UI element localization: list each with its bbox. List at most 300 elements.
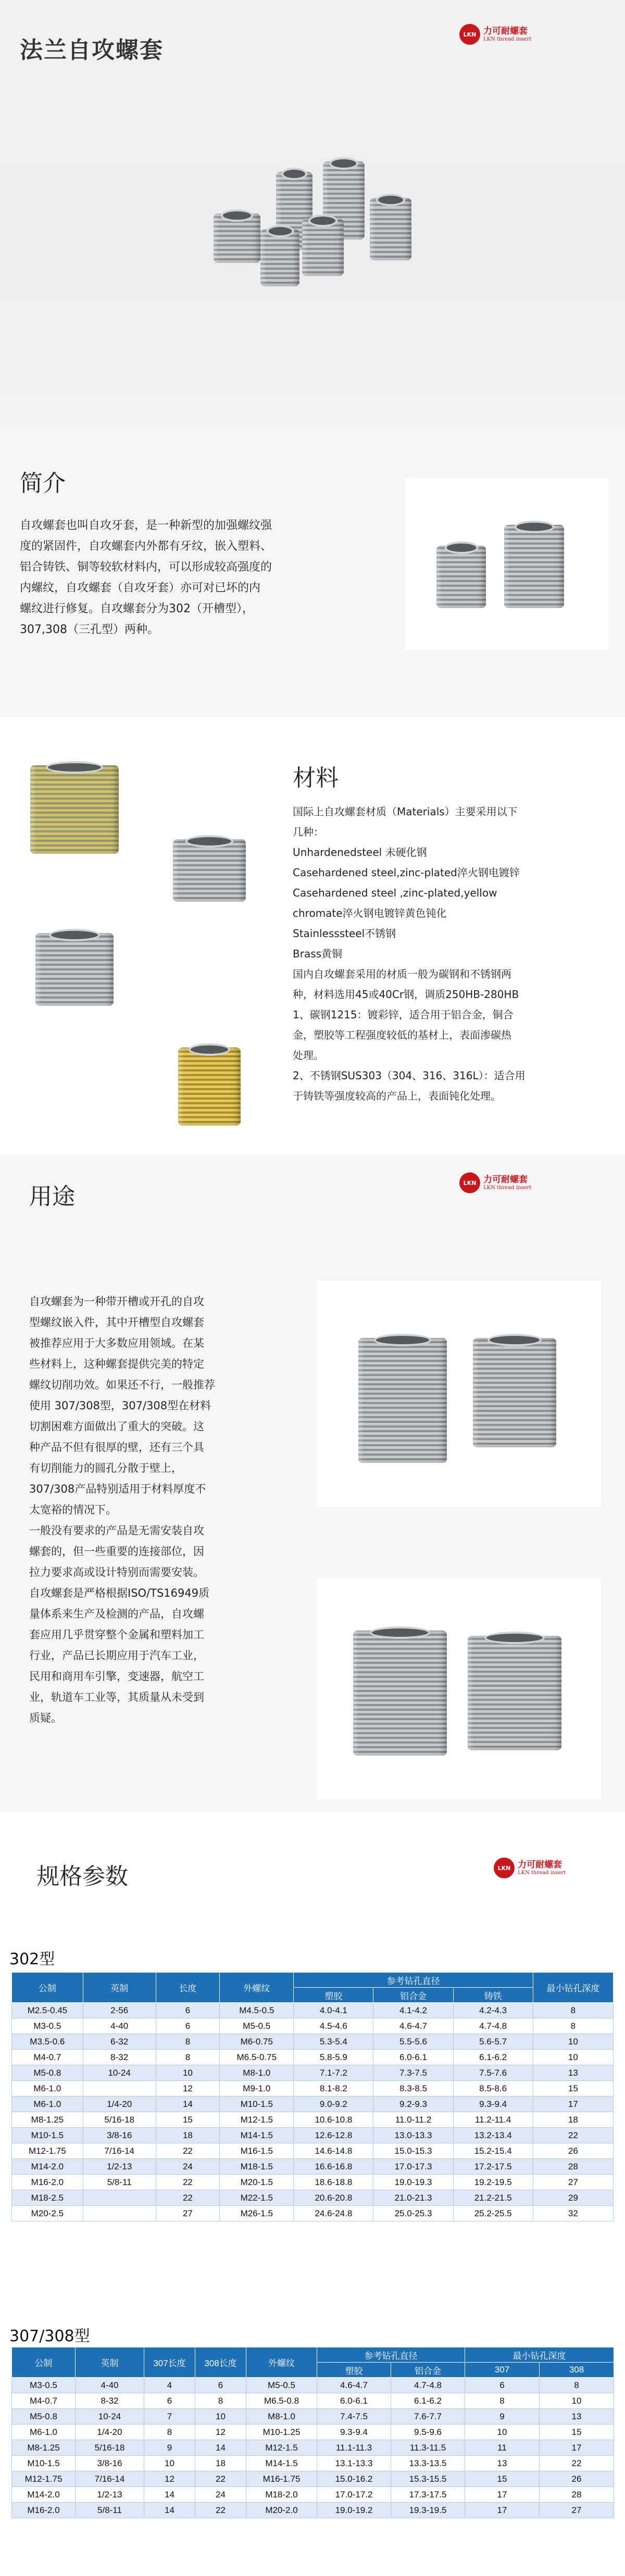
table-cell: 10: [195, 2409, 246, 2425]
table-cell: 22: [540, 2456, 614, 2471]
table-cell: 10-24: [83, 2065, 156, 2081]
table-cell: 15: [540, 2425, 614, 2440]
table-cell: 8.5-8.6: [453, 2081, 533, 2097]
table-cell: 17: [540, 2440, 614, 2456]
table-cell: M12-1.5: [220, 2112, 294, 2128]
table-cell: 1/4-20: [76, 2425, 144, 2440]
table-cell: M16-2.0: [12, 2175, 83, 2190]
table-cell: 6.1-6.2: [391, 2393, 465, 2409]
table-cell: 5.3-5.4: [294, 2034, 373, 2050]
table-cell: 17.2-17.5: [453, 2159, 533, 2175]
table-cell: M6-1.0: [12, 2081, 83, 2097]
usage-title: 用途: [29, 1183, 75, 1210]
usage-line: 民用和商用车引擎，变速器，航空工: [29, 1670, 204, 1683]
table-cell: 5.6-5.7: [453, 2034, 533, 2050]
col-aluminum: 铝合金: [373, 1988, 453, 2003]
table-cell: 17: [465, 2503, 540, 2518]
table-cell: M20-1.5: [220, 2175, 294, 2190]
page-title: 法兰自攻螺套: [20, 37, 164, 64]
table-cell: 32: [533, 2206, 613, 2221]
table-cell: 6: [144, 2393, 195, 2409]
table-cell: 15.3-15.5: [391, 2471, 465, 2487]
table-cell: M16-2.0: [12, 2503, 76, 2518]
table-cell: 8: [156, 2050, 219, 2065]
table-cell: 7.3-7.5: [373, 2065, 453, 2081]
table-cell: M18-1.5: [220, 2159, 294, 2175]
table-cell: M12-1.75: [12, 2143, 83, 2159]
material-line: 国际上自攻螺套材质（Materials）主要采用以下: [293, 805, 518, 818]
col-imperial: 英制: [83, 1973, 156, 2003]
table-cell: 4.2-4.3: [453, 2003, 533, 2018]
material-text: [293, 802, 616, 1106]
table-cell: 10: [533, 2034, 613, 2050]
table-cell: 13: [533, 2065, 613, 2081]
usage-line: 切割困难方面做出了重大的突破。这: [29, 1420, 204, 1433]
table-cell: 12: [144, 2471, 195, 2487]
col-min-depth: 最小钻孔深度: [465, 2347, 614, 2363]
table-cell: 10: [533, 2050, 613, 2065]
col-ref-drill: 参考钻孔直径: [294, 1973, 533, 1988]
table-row: [12, 2190, 614, 2206]
table-cell: 8: [156, 2034, 219, 2050]
table-row: [12, 2425, 614, 2440]
logo-en: LKN thread insert: [483, 36, 532, 42]
col-imperial: 英制: [76, 2347, 144, 2378]
table-cell: M2.5-0.45: [12, 2003, 83, 2018]
logo-en: LKN thread insert: [518, 1870, 566, 1876]
brass-insert-image: [152, 1027, 269, 1141]
table-cell: 14: [144, 2487, 195, 2503]
usage-line: 螺纹切削功效。如果还不行，一般推荐: [29, 1379, 215, 1391]
table-cell: 5/8-11: [76, 2503, 144, 2518]
table-cell: 6.1-6.2: [453, 2050, 533, 2065]
table-cell: 11.3-11.5: [391, 2440, 465, 2456]
zinc-insert-image: [15, 750, 134, 864]
intro-line: 铝合铸铁、铜等较软材料内，可以形成较高强度的: [20, 561, 272, 574]
table-cell: M20-2.0: [246, 2503, 317, 2518]
usage-line: 自攻螺套是严格根据ISO/TS16949质: [29, 1587, 210, 1599]
table-cell: M3-0.5: [12, 2378, 76, 2393]
table-row: [12, 2159, 614, 2175]
usage-line: 被推荐应用于大多数应用领域。在某: [29, 1337, 204, 1349]
usage-line: 有切削能力的圆孔分散于壁上，: [29, 1462, 182, 1474]
table-cell: M12-1.75: [12, 2471, 76, 2487]
table-row: [12, 2128, 614, 2143]
table-cell: 15: [465, 2471, 540, 2487]
usage-line: 种产品不但有很厚的壁，还有三个具: [29, 1441, 204, 1454]
table-row: [12, 2456, 614, 2471]
table-cell: 4-40: [83, 2018, 156, 2034]
table-cell: 8-32: [83, 2050, 156, 2065]
table-cell: 7/16-14: [76, 2471, 144, 2487]
table-cell: 4.5-4.6: [294, 2018, 373, 2034]
table-cell: 21.2-21.5: [453, 2190, 533, 2206]
table-cell: M10-1.5: [12, 2128, 83, 2143]
table-cell: 9: [465, 2409, 540, 2425]
intro-line: 内螺纹，自攻螺套（自攻牙套）亦可对已坏的内: [20, 582, 261, 595]
table-cell: M14-1.5: [220, 2128, 294, 2143]
table-cell: M10-1.5: [12, 2456, 76, 2471]
table-cell: 22: [156, 2190, 219, 2206]
usage-line: 307/308产品特别适用于材料厚度不: [29, 1483, 206, 1495]
logo-en: LKN thread insert: [483, 1184, 532, 1191]
logo-cn: 力可耐螺套: [518, 1860, 562, 1871]
table-cell: 7/16-14: [83, 2143, 156, 2159]
table-cell: 13.2-13.4: [453, 2128, 533, 2143]
table-cell: 19.3-19.5: [391, 2503, 465, 2518]
table-cell: 13.3-13.5: [391, 2456, 465, 2471]
table-cell: 17.0-17.3: [373, 2159, 453, 2175]
table-row: [12, 2018, 614, 2034]
table-cell: 4: [144, 2378, 195, 2393]
table-cell: 19.2-19.5: [453, 2175, 533, 2190]
table-cell: 4.6-4.7: [373, 2018, 453, 2034]
material-line: 于铸铁等强度较高的产品上，表面钝化处理。: [293, 1090, 501, 1102]
table-cell: M6-1.0: [12, 2097, 83, 2112]
spec-table-302: [11, 1972, 614, 2221]
material-line: 处理。: [293, 1049, 324, 1062]
table-cell: 10: [465, 2425, 540, 2440]
table-cell: 25.0-25.3: [373, 2206, 453, 2221]
table-row: [12, 2065, 614, 2081]
table-cell: 17: [533, 2097, 613, 2112]
col-ref-drill: 参考钻孔直径: [317, 2347, 465, 2363]
table-cell: M5-0.5: [220, 2018, 294, 2034]
table-cell: M16-1.75: [246, 2471, 317, 2487]
intro-line: 自攻螺套也叫自攻牙套，是一种新型的加强螺纹强: [20, 519, 272, 532]
table-cell: 5/16-18: [83, 2112, 156, 2128]
usage-line: 一般没有要求的产品是无需安装自攻: [29, 1524, 204, 1537]
table-cell: 1/2-13: [83, 2159, 156, 2175]
table-cell: 24: [195, 2487, 246, 2503]
intro-line: 螺纹进行修复。自攻螺套分为302（开槽型），: [20, 602, 254, 615]
table-cell: M8-1.25: [12, 2440, 76, 2456]
table-cell: 10-24: [76, 2409, 144, 2425]
table-cell: 27: [540, 2503, 614, 2518]
usage-line: 量体系来生产及检测的产品，自攻螺: [29, 1608, 204, 1620]
table-cell: M20-2.5: [12, 2206, 83, 2221]
table-cell: M14-1.5: [246, 2456, 317, 2471]
table-cell: M5-0.5: [246, 2378, 317, 2393]
usage-line: 套应用几乎贯穿整个金属和塑料加工: [29, 1628, 204, 1641]
table-cell: 4-40: [76, 2378, 144, 2393]
table-cell: M9-1.0: [220, 2081, 294, 2097]
table-cell: M10-1.25: [246, 2425, 317, 2440]
table-cell: 8: [195, 2393, 246, 2409]
table-cell: 7: [144, 2409, 195, 2425]
table-row: [12, 2471, 614, 2487]
material-title: 材料: [293, 765, 339, 791]
logo-cn: 力可耐螺套: [483, 26, 528, 37]
table-cell: M14-2.0: [12, 2487, 76, 2503]
table-cell: 28: [540, 2487, 614, 2503]
table-cell: 26: [540, 2471, 614, 2487]
table-cell: 7.1-7.2: [294, 2065, 373, 2081]
table-cell: M8-1.0: [220, 2065, 294, 2081]
table-cell: 14.6-14.8: [294, 2143, 373, 2159]
table-cell: 8: [533, 2003, 613, 2018]
intro-product-image: [405, 478, 608, 650]
table-row: [12, 2081, 614, 2097]
usage-line: 使用 307/308型，307/308型在材料: [29, 1399, 211, 1412]
table-cell: 18: [533, 2112, 613, 2128]
table-cell: 18.6-18.8: [294, 2175, 373, 2190]
logo-mark: LKN: [494, 1858, 515, 1878]
material-line: Casehardened steel ,zinc-plated,yellow: [293, 887, 497, 899]
table-cell: 17.0-17.2: [317, 2487, 391, 2503]
brand-logo: [459, 1172, 531, 1193]
table-cell: 22: [156, 2175, 219, 2190]
table-cell: 8-32: [76, 2393, 144, 2409]
table-cell: 7.6-7.7: [391, 2409, 465, 2425]
table-cell: 10: [144, 2456, 195, 2471]
usage-line: 螺套的，但一些重要的连接部位，因: [29, 1545, 204, 1558]
table-cell: 15: [533, 2081, 613, 2097]
table-cell: [83, 2081, 156, 2097]
material-line: 种，材料选用45或40Cr钢，调质250HB-280HB: [293, 988, 519, 1001]
table-cell: 22: [195, 2503, 246, 2518]
table-cell: M3.5-0.6: [12, 2034, 83, 2050]
table-cell: 21.0-21.3: [373, 2190, 453, 2206]
usage-line: 自攻螺套为一种带开槽或开孔的自攻: [29, 1295, 204, 1308]
table-cell: 4.1-4.2: [373, 2003, 453, 2018]
table-cell: M3-0.5: [12, 2018, 83, 2034]
table-cell: 1/2-13: [76, 2487, 144, 2503]
table-row: [12, 2440, 614, 2456]
table-cell: 12.6-12.8: [294, 2128, 373, 2143]
material-line: 1、碳钢1215：镀彩锌，适合用于铝合金，铜合: [293, 1008, 514, 1021]
table-cell: 22: [156, 2143, 219, 2159]
table-row: [12, 2112, 614, 2128]
table-cell: 19.0-19.3: [373, 2175, 453, 2190]
col-307-length: 307长度: [144, 2347, 195, 2378]
table-cell: M4-0.7: [12, 2393, 76, 2409]
spec-title: 规格参数: [36, 1863, 128, 1890]
table-cell: M12-1.5: [246, 2440, 317, 2456]
table-cell: M6.5-0.8: [246, 2393, 317, 2409]
table-cell: 8.1-8.2: [294, 2081, 373, 2097]
logo-mark: LKN: [459, 24, 480, 45]
table-cell: 28: [533, 2159, 613, 2175]
table-row: [12, 2034, 614, 2050]
table-cell: 9.2-9.3: [373, 2097, 453, 2112]
table-cell: M14-2.0: [12, 2159, 83, 2175]
table-cell: 29: [533, 2190, 613, 2206]
table-cell: 11.0-11.2: [373, 2112, 453, 2128]
table-row: [12, 2206, 614, 2221]
material-line: 2、不锈钢SUS303（304、316、316L）：适合用: [293, 1069, 526, 1082]
col-plastic: 塑胶: [317, 2363, 391, 2378]
stainless-insert-image: [15, 912, 134, 1021]
table-cell: 5/16-18: [76, 2440, 144, 2456]
table-307-label: 307/308型: [9, 2327, 90, 2345]
table-cell: 14: [156, 2097, 219, 2112]
table-cell: 9.5-9.6: [391, 2425, 465, 2440]
intro-line: 307,308（三孔型）两种。: [20, 623, 159, 636]
hero-banner: [0, 0, 625, 426]
table-cell: M16-1.5: [220, 2143, 294, 2159]
hero-product-image: [198, 151, 448, 302]
col-metric: 公制: [12, 2347, 76, 2378]
intro-title: 简介: [20, 470, 66, 497]
steel-insert-image: [152, 813, 269, 923]
table-row: [12, 2050, 614, 2065]
table-cell: 14: [144, 2503, 195, 2518]
table-cell: 7.5-7.6: [453, 2065, 533, 2081]
spec-table-307-308: [11, 2347, 614, 2518]
table-row: [12, 2003, 614, 2018]
table-cell: 8: [533, 2018, 613, 2034]
table-cell: 10: [156, 2065, 219, 2081]
usage-product-image-1: [317, 1281, 601, 1507]
col-plastic: 塑胶: [294, 1988, 373, 2003]
table-cell: 6-32: [83, 2034, 156, 2050]
table-cell: 22: [533, 2128, 613, 2143]
table-cell: M6.5-0.75: [220, 2050, 294, 2065]
table-cell: 22: [195, 2471, 246, 2487]
table-cell: 11: [465, 2440, 540, 2456]
table-cell: 27: [533, 2175, 613, 2190]
table-cell: 1/4-20: [83, 2097, 156, 2112]
table-cell: 16.6-16.8: [294, 2159, 373, 2175]
table-cell: M6-0.75: [220, 2034, 294, 2050]
table-cell: M4-0.7: [12, 2050, 83, 2065]
table-cell: 24: [156, 2159, 219, 2175]
table-cell: [83, 2190, 156, 2206]
table-cell: M18-2.0: [246, 2487, 317, 2503]
table-cell: 5.8-5.9: [294, 2050, 373, 2065]
table-row: [12, 2378, 614, 2393]
usage-line: 业，轨道车工业等，其质量从未受到: [29, 1691, 204, 1703]
table-row: [12, 2503, 614, 2518]
table-cell: 4.6-4.7: [317, 2378, 391, 2393]
table-cell: 11.2-11.4: [453, 2112, 533, 2128]
col-length: 长度: [156, 1973, 219, 2003]
brand-logo: [494, 1858, 566, 1878]
table-cell: 26: [533, 2143, 613, 2159]
table-cell: M8-1.25: [12, 2112, 83, 2128]
table-cell: 15.0-15.3: [373, 2143, 453, 2159]
table-cell: M5-0.8: [12, 2065, 83, 2081]
table-cell: [83, 2206, 156, 2221]
table-cell: 13.1-13.3: [317, 2456, 391, 2471]
table-cell: 12: [156, 2081, 219, 2097]
usage-line: 些材料上，这种螺套提供完美的特定: [29, 1358, 204, 1370]
col-min-depth: 最小钻孔深度: [533, 1973, 613, 2003]
col-aluminum: 铝合金: [391, 2363, 465, 2378]
table-row: [12, 2487, 614, 2503]
table-row: [12, 2409, 614, 2425]
table-row: [12, 2175, 614, 2190]
table-cell: M10-1.5: [220, 2097, 294, 2112]
col-metric: 公制: [12, 1973, 83, 2003]
col-depth-308: 308: [540, 2363, 614, 2378]
table-cell: 6.0-6.1: [317, 2393, 391, 2409]
table-cell: M6-1.0: [12, 2425, 76, 2440]
table-cell: 5/8-11: [83, 2175, 156, 2190]
table-cell: 10.6-10.8: [294, 2112, 373, 2128]
logo-cn: 力可耐螺套: [483, 1175, 528, 1185]
table-cell: 18: [195, 2456, 246, 2471]
col-cast-iron: 铸铁: [453, 1988, 533, 2003]
table-cell: 15: [156, 2112, 219, 2128]
usage-product-image-2: [317, 1579, 601, 1799]
table-cell: 10: [540, 2393, 614, 2409]
table-cell: M5-0.8: [12, 2409, 76, 2425]
table-cell: 8: [540, 2378, 614, 2393]
table-cell: M8-1.0: [246, 2409, 317, 2425]
table-cell: 17: [465, 2487, 540, 2503]
table-cell: 15.0-16.2: [317, 2471, 391, 2487]
table-cell: 4.0-4.1: [294, 2003, 373, 2018]
table-cell: 12: [195, 2425, 246, 2440]
material-line: Stainlesssteel不锈钢: [293, 927, 396, 940]
logo-mark: LKN: [459, 1172, 480, 1193]
brand-logo: [459, 24, 531, 45]
table-cell: M18-2.5: [12, 2190, 83, 2206]
table-cell: 11.1-11.3: [317, 2440, 391, 2456]
table-cell: 9.0-9.2: [294, 2097, 373, 2112]
table-cell: 27: [156, 2206, 219, 2221]
usage-line: 太宽裕的情况下。: [29, 1504, 117, 1516]
table-cell: 6: [465, 2378, 540, 2393]
material-line: Casehardened steel,zinc-plated淬火钢电镀锌: [293, 866, 520, 879]
table-cell: 9: [144, 2440, 195, 2456]
table-cell: 20.6-20.8: [294, 2190, 373, 2206]
table-cell: 5.5-5.6: [373, 2034, 453, 2050]
table-cell: 9.3-9.4: [317, 2425, 391, 2440]
table-cell: 6: [156, 2003, 219, 2018]
usage-line: 行业，产品已长期应用于汽车工业，: [29, 1649, 204, 1662]
table-cell: 15.2-15.4: [453, 2143, 533, 2159]
material-line: 国内自攻螺套采用的材质一般为碳钢和不锈钢两: [293, 968, 511, 980]
table-row: [12, 2097, 614, 2112]
usage-text: [29, 1291, 310, 1728]
table-cell: 17.3-17.5: [391, 2487, 465, 2503]
table-cell: 6: [195, 2378, 246, 2393]
table-cell: 25.2-25.5: [453, 2206, 533, 2221]
table-cell: 14: [195, 2440, 246, 2456]
col-outer-thread: 外螺纹: [246, 2347, 317, 2378]
table-row: [12, 2393, 614, 2409]
table-cell: 24.6-24.8: [294, 2206, 373, 2221]
table-cell: 8: [465, 2393, 540, 2409]
table-cell: 9.3-9.4: [453, 2097, 533, 2112]
usage-line: 型螺纹嵌入件，其中开槽型自攻螺套: [29, 1316, 204, 1329]
table-302-label: 302型: [9, 1950, 55, 1968]
table-cell: 7.4-7.5: [317, 2409, 391, 2425]
usage-line: 质疑。: [29, 1712, 62, 1724]
table-cell: 4.7-4.8: [453, 2018, 533, 2034]
table-cell: 13.0-13.3: [373, 2128, 453, 2143]
table-cell: 13: [465, 2456, 540, 2471]
usage-line: 拉力要求高或设计特别而需要安装。: [29, 1566, 204, 1579]
table-cell: 3/8-16: [76, 2456, 144, 2471]
table-row: [12, 2143, 614, 2159]
material-line: Unhardenedsteel 未硬化钢: [293, 846, 427, 858]
material-line: chromate淬火钢电镀锌黄色钝化: [293, 907, 447, 919]
material-line: Brass黄铜: [293, 948, 343, 960]
material-line: 几种：: [293, 826, 324, 838]
material-line: 金，塑胶等工程强度较低的基材上，表面渗碳热: [293, 1029, 511, 1041]
table-cell: M22-1.5: [220, 2190, 294, 2206]
intro-text: [20, 515, 405, 640]
table-cell: 13: [540, 2409, 614, 2425]
table-cell: 2-56: [83, 2003, 156, 2018]
table-cell: 19.0-19.2: [317, 2503, 391, 2518]
table-cell: 8.3-8.5: [373, 2081, 453, 2097]
table-cell: 8: [144, 2425, 195, 2440]
